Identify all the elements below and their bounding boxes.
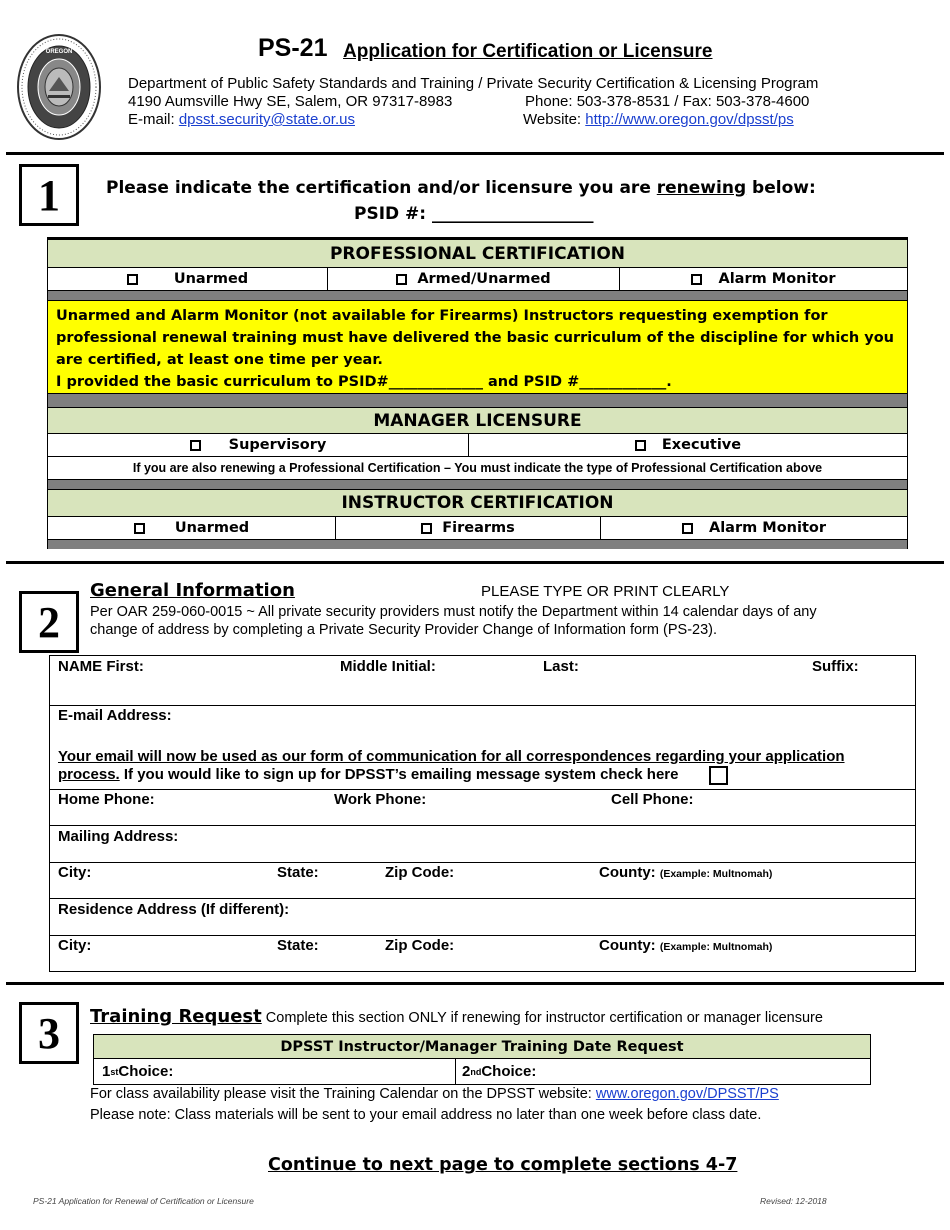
checkbox[interactable] [134,523,145,534]
name-first-field[interactable]: NAME First: [58,658,144,675]
instructor-certification-header: INSTRUCTOR CERTIFICATION [48,490,907,517]
header-divider [6,152,944,155]
checkbox[interactable] [127,274,138,285]
instructor-exemption-notice: Unarmed and Alarm Monitor (not available for Firearms) Instructors requesting exemption for professional renewal training must have delivered the basic curriculum of the discipline for which you are certified, at least one time per year. I provided the basic curriculum to PSID#_____________ and PSID #____________. [48,301,907,394]
email-link[interactable]: dpsst.security@state.or.us [178,111,355,128]
svg-text:OREGON: OREGON [45,49,73,55]
divider-bar [48,394,907,408]
home-phone-field[interactable]: Home Phone: [58,791,155,808]
row-divider [50,789,915,790]
last-name-field[interactable]: Last: [543,658,579,675]
option-professional-alarm-monitor[interactable]: Alarm Monitor [620,268,907,290]
manager-note: If you are also renewing a Professional Certification – You must indicate the type of Professional Certification above [48,457,907,480]
oar-notice: Per OAR 259-060-0015 ~ All private security providers must notify the Department within 14 calendar days of any change of address by completing a Private Security Provider Change of Information form (PS-23). [90,604,817,638]
work-phone-field[interactable]: Work Phone: [334,791,427,808]
email-address-field[interactable]: E-mail Address: [58,707,172,724]
training-date-header: DPSST Instructor/Manager Training Date Request [94,1035,870,1059]
email-line [128,111,355,128]
training-choices-row [94,1059,870,1084]
second-choice-field[interactable]: 2 nd Choice: [462,1063,537,1080]
middle-initial-field[interactable]: Middle Initial: [340,658,436,675]
form-title: Application for Certification or Licensure [343,41,713,62]
email-notice-line1: Your email will now be used as our form of communication for all correspondences regarding your application [58,748,845,765]
residence-zip-field[interactable]: Zip Code: [385,937,455,954]
residence-address-field[interactable]: Residence Address (If different): [58,901,290,918]
divider-bar [48,480,907,490]
manager-licensure-header: MANAGER LICENSURE [48,408,907,434]
suffix-field[interactable]: Suffix: [812,658,859,675]
email-notice-line2: process. If you would like to sign up for DPSST’s emailing message system check here [58,766,679,783]
checkbox[interactable] [635,440,646,451]
option-professional-unarmed[interactable]: Unarmed [48,268,328,290]
psid-curriculum-line[interactable]: I provided the basic curriculum to PSID#_____________ and PSID #____________. [56,374,672,390]
website-link[interactable]: http://www.oregon.gov/dpsst/ps [585,111,794,128]
instructor-options-row [48,517,907,540]
option-instructor-firearms[interactable]: Firearms [336,517,601,539]
general-information-title: General Information [90,580,295,601]
continue-next-page: Continue to next page to complete sections 4-7 [268,1155,738,1175]
mailing-county-field[interactable]: County: (Example: Multnomah) [599,864,773,881]
manager-options-row [48,434,907,457]
option-manager-supervisory[interactable]: Supervisory [48,434,469,456]
psid-field[interactable]: PSID #: ___________________ [354,204,594,224]
divider-bar [48,291,907,301]
training-request-heading [90,1006,823,1027]
training-request-subtitle: Complete this section ONLY if renewing for instructor certification or manager licensure [261,1010,823,1026]
training-date-table [93,1034,871,1085]
mailing-address-field[interactable]: Mailing Address: [58,828,179,845]
section-2-divider [6,982,944,985]
checkbox[interactable] [691,274,702,285]
footer-revised: Revised: 12-2018 [760,1196,827,1206]
first-choice-field[interactable]: 1 st Choice: [94,1059,456,1084]
department-line: Department of Public Safety Standards and Training / Private Security Certification & Licensing Program [128,75,819,92]
mailing-city-field[interactable]: City: [58,864,92,881]
section-1-divider [6,561,944,564]
department-phone-fax: Phone: 503-378-8531 / Fax: 503-378-4600 [525,93,810,110]
checkbox[interactable] [396,274,407,285]
row-divider [50,705,915,706]
section-1-instruction: Please indicate the certification and/or licensure you are renewing below: [106,178,816,198]
section-2-number: 2 [19,591,79,653]
row-divider [50,862,915,863]
form-id: PS-21 [258,34,328,62]
option-instructor-unarmed[interactable]: Unarmed [48,517,336,539]
checkbox[interactable] [682,523,693,534]
print-clearly-note: PLEASE TYPE OR PRINT CLEARLY [481,583,730,600]
calendar-note: For class availability please visit the Training Calendar on the DPSST website: www.oregon.gov/DPSST/PS [90,1086,779,1102]
divider-bar [48,540,907,549]
mailing-zip-field[interactable]: Zip Code: [385,864,455,881]
department-address: 4190 Aumsville Hwy SE, Salem, OR 97317-8983 [128,93,453,110]
training-calendar-link[interactable]: www.oregon.gov/DPSST/PS [595,1086,779,1102]
option-professional-armed-unarmed[interactable]: Armed/Unarmed [328,268,620,290]
option-instructor-alarm-monitor[interactable]: Alarm Monitor [601,517,907,539]
row-divider [50,935,915,936]
footer-form-name: PS-21 Application for Renewal of Certification or Licensure [33,1196,254,1206]
residence-state-field[interactable]: State: [277,937,319,954]
professional-certification-header: PROFESSIONAL CERTIFICATION [48,240,907,268]
training-request-title: Training Request [90,1006,262,1027]
website-line [523,111,794,128]
section-1-table [47,237,908,549]
email-label: E-mail: [128,111,175,128]
residence-city-field[interactable]: City: [58,937,92,954]
row-divider [50,825,915,826]
row-divider [50,898,915,899]
section-3-number: 3 [19,1002,79,1064]
mailing-state-field[interactable]: State: [277,864,319,881]
residence-county-field[interactable]: County: (Example: Multnomah) [599,937,773,954]
checkbox[interactable] [190,440,201,451]
email-signup-checkbox[interactable] [709,766,728,785]
professional-options-row [48,268,907,291]
cell-phone-field[interactable]: Cell Phone: [611,791,694,808]
section-1-number: 1 [19,164,79,226]
checkbox[interactable] [421,523,432,534]
website-label: Website: [523,111,582,128]
option-manager-executive[interactable]: Executive [469,434,907,456]
general-information-form [49,655,916,972]
materials-note: Please note: Class materials will be sent to your email address no later than one week before class date. [90,1107,762,1123]
dpsst-seal-logo [16,33,102,141]
